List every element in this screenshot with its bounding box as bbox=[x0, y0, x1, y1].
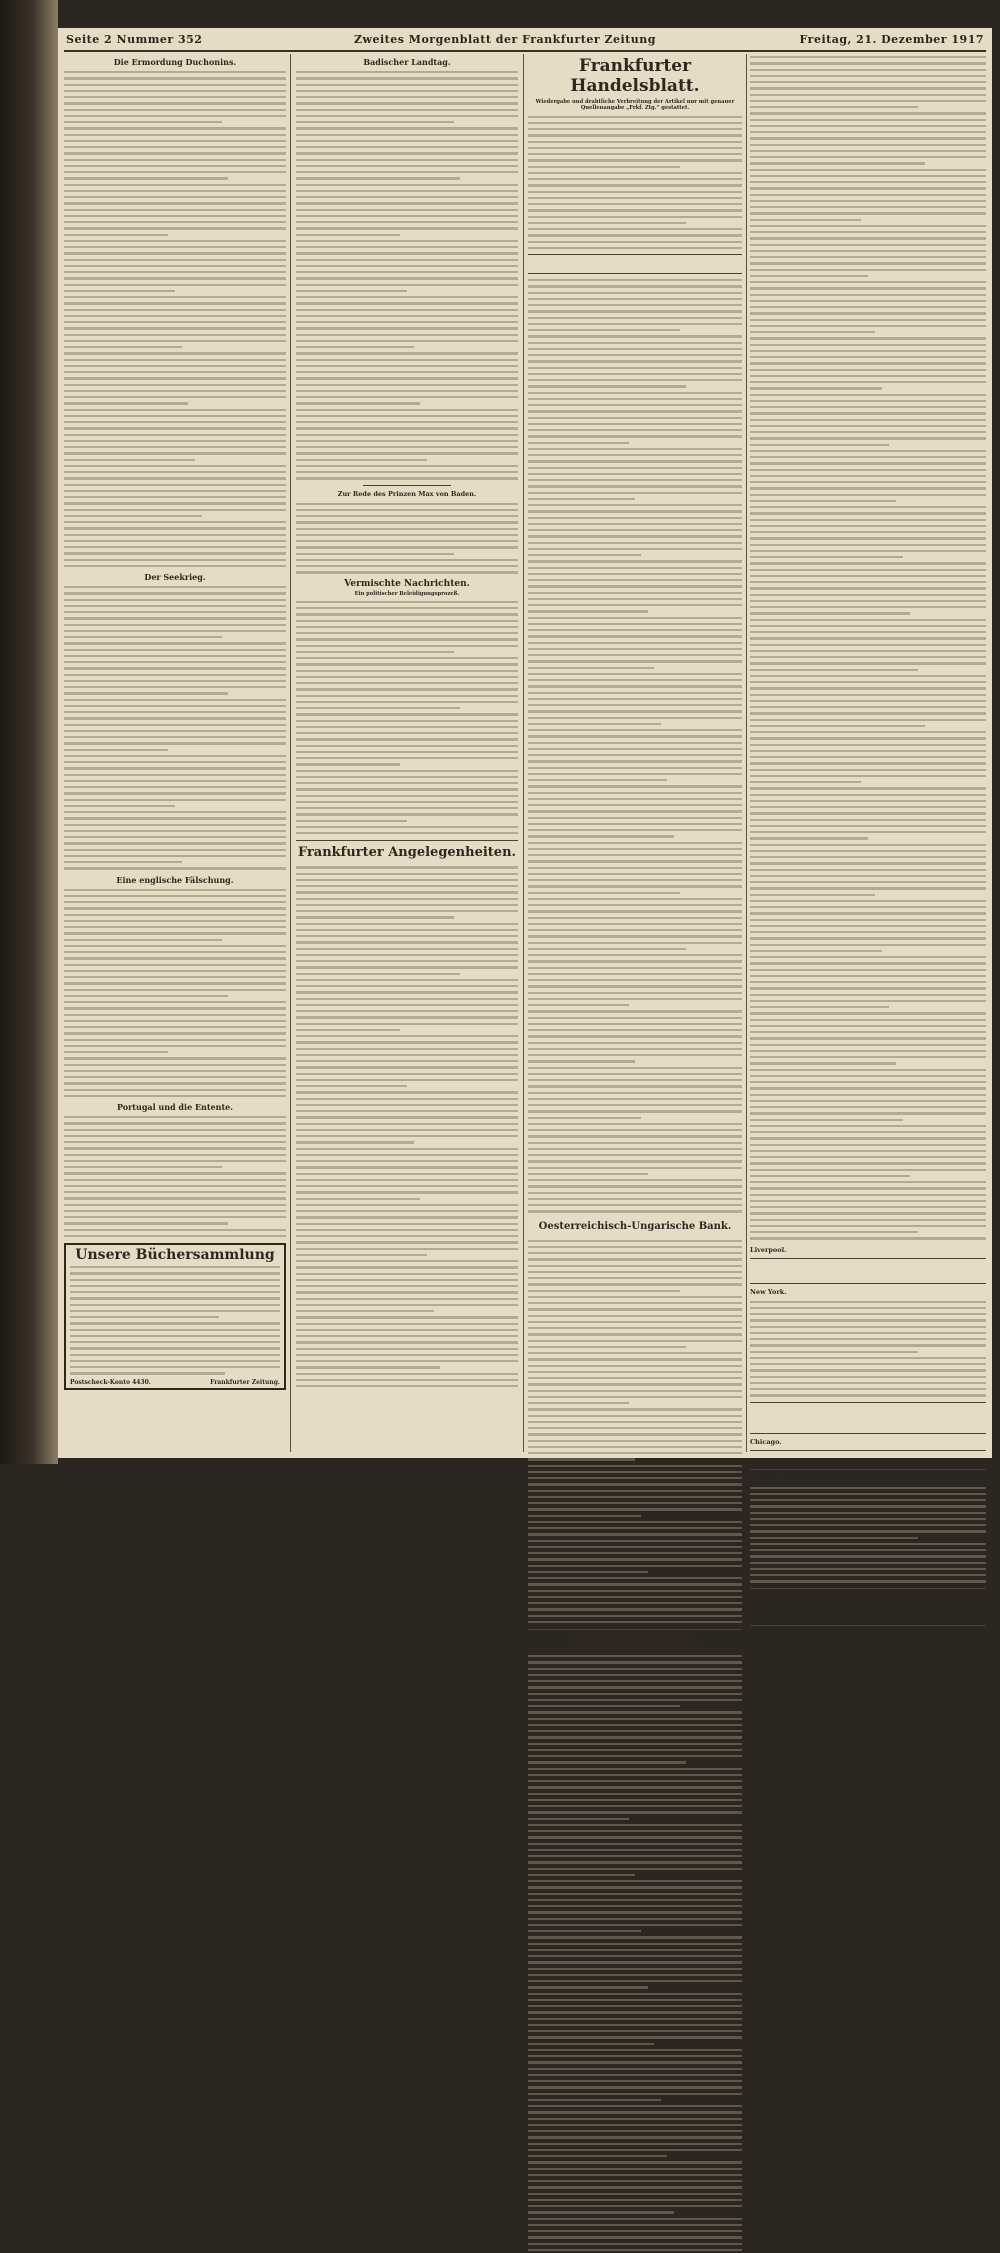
column-divider bbox=[290, 54, 291, 1452]
market-table bbox=[750, 1402, 986, 1434]
text-line bbox=[528, 1619, 742, 1625]
article-body bbox=[296, 599, 518, 837]
text-line bbox=[296, 475, 518, 481]
article-body bbox=[64, 1114, 286, 1239]
separator bbox=[528, 1629, 742, 1630]
page-header bbox=[64, 32, 986, 52]
announcement-box bbox=[64, 1243, 286, 1390]
section-notice: Wiedergabe und drahtliche Verbreitung der Artikel nur mit genauer Quellenangabe „Frkf. Ztg.“ gestattet. bbox=[535, 99, 735, 112]
market-heading: Chicago. bbox=[750, 1437, 782, 1446]
text-line bbox=[64, 1233, 286, 1239]
announcement-title: Unsere Büchersammlung bbox=[75, 1247, 275, 1263]
section-heading: Frankfurter Angelegenheiten. bbox=[297, 845, 517, 861]
article-body bbox=[528, 114, 742, 252]
market-table bbox=[750, 1450, 986, 1470]
separator bbox=[296, 840, 518, 841]
article-body bbox=[64, 584, 286, 872]
text-line bbox=[70, 1370, 280, 1376]
market-table bbox=[750, 1588, 986, 1626]
exchange-table bbox=[528, 254, 742, 274]
article-heading: Eine englische Fälschung. bbox=[116, 874, 234, 885]
text-line bbox=[528, 245, 742, 251]
column-3 bbox=[528, 54, 742, 1649]
text-line bbox=[750, 1578, 986, 1584]
column-4 bbox=[750, 54, 986, 1482]
article-heading: Zur Rede des Prinzen Max von Baden. bbox=[337, 489, 477, 498]
article-body bbox=[750, 54, 986, 1242]
text-line bbox=[296, 1383, 518, 1389]
article-heading: Die Ermordung Duchonins. bbox=[113, 57, 237, 67]
signature: Frankfurter Zeitung. bbox=[210, 1378, 280, 1386]
separator bbox=[363, 485, 452, 486]
section-heading: Drahtmeldungen. bbox=[570, 1634, 700, 1649]
article-subheading: Ein politischer Beleidigungsprozeß. bbox=[354, 590, 460, 597]
text-line bbox=[64, 865, 286, 871]
issue-date: Freitag, 21. Dezember 1917 bbox=[799, 33, 984, 46]
postscheck-konto: Postscheck-Konto 4430. bbox=[70, 1378, 151, 1386]
text-line bbox=[64, 563, 286, 569]
masthead: Zweites Morgenblatt der Frankfurter Zeitung bbox=[354, 33, 656, 46]
article-body bbox=[296, 501, 518, 576]
book-binding-edge bbox=[0, 0, 58, 1464]
column-2 bbox=[296, 54, 518, 1452]
article-body bbox=[64, 887, 286, 1100]
market-heading: New York. bbox=[750, 1287, 787, 1296]
article-heading: Vermischte Nachrichten. bbox=[344, 578, 470, 589]
text-line bbox=[750, 1392, 986, 1398]
article-body bbox=[296, 69, 518, 482]
article-body bbox=[64, 69, 286, 569]
market-heading: Liverpool. bbox=[750, 1245, 787, 1254]
text-line bbox=[528, 2247, 742, 2253]
article-body bbox=[750, 1299, 986, 1399]
article-body bbox=[528, 1653, 742, 2253]
column-1 bbox=[64, 54, 286, 1452]
text-line bbox=[64, 1093, 286, 1099]
announcement-footer bbox=[70, 1380, 280, 1386]
page-number: Seite 2 Nummer 352 bbox=[66, 33, 203, 46]
article-heading: Portugal und die Entente. bbox=[116, 1102, 234, 1112]
article-heading: Badischer Landtag. bbox=[363, 57, 451, 67]
market-table bbox=[750, 1258, 986, 1284]
text-line bbox=[528, 1208, 742, 1214]
article-body bbox=[750, 1485, 986, 1585]
article-heading: Der Seekrieg. bbox=[144, 572, 206, 582]
article-heading: Oesterreichisch-Ungarische Bank. bbox=[538, 1220, 732, 1232]
article-body bbox=[528, 1238, 742, 1626]
text-line bbox=[296, 830, 518, 836]
announcement-body bbox=[70, 1264, 280, 1377]
market-heading: Buenos Aires. bbox=[750, 1473, 801, 1482]
newspaper-page bbox=[58, 28, 992, 1649]
column-divider bbox=[746, 54, 747, 1452]
text-line bbox=[296, 569, 518, 575]
article-body bbox=[296, 864, 518, 1389]
section-heading: Frankfurter Handelsblatt. bbox=[570, 56, 700, 96]
column-divider bbox=[523, 54, 524, 1452]
text-line bbox=[750, 1235, 986, 1241]
article-body bbox=[528, 277, 742, 1215]
